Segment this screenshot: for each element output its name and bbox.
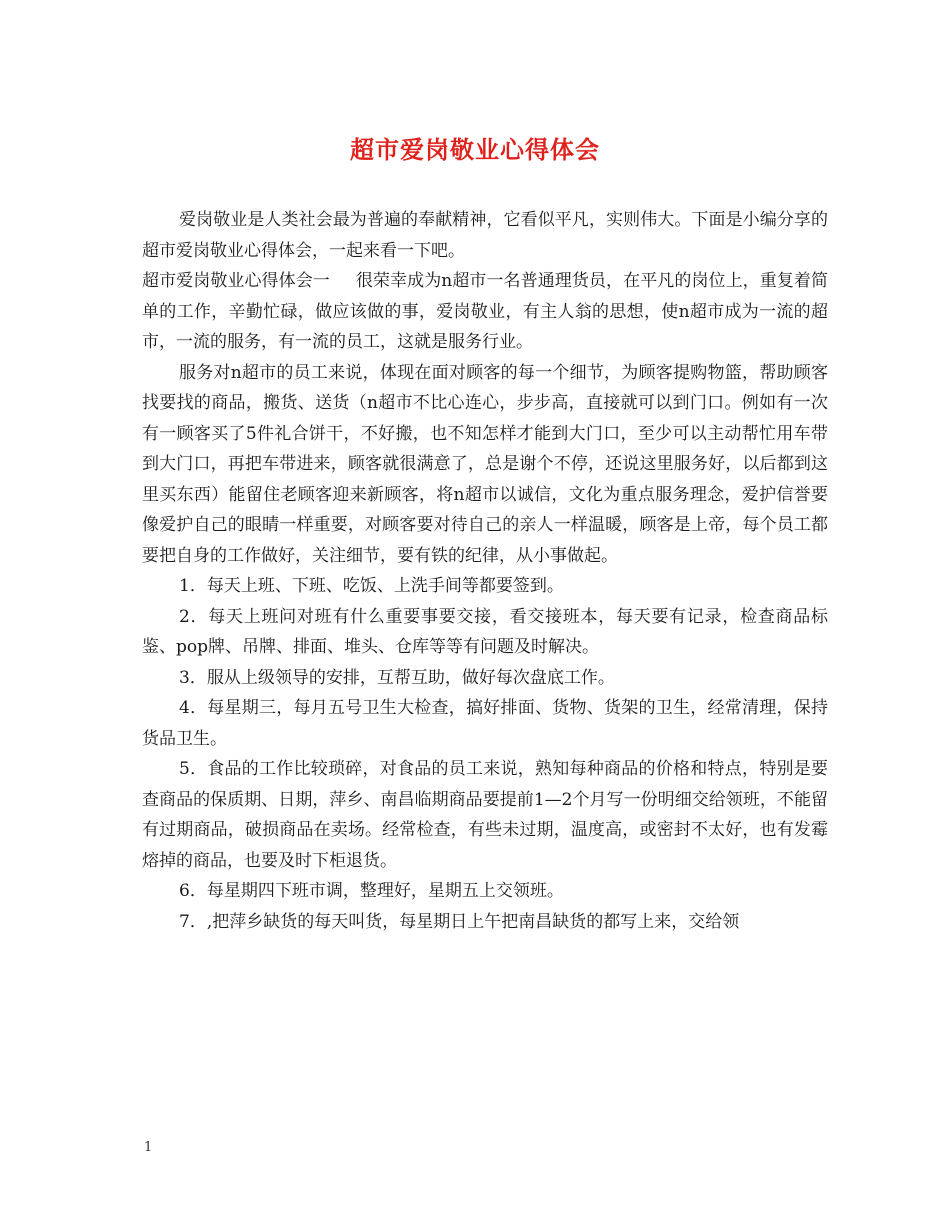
section-first-paragraph: 很荣幸成为n超市一名普通理货员，在平凡的岗位上，重复着简单的工作，辛勤忙碌，做应该做的事，爱岗敬业，有主人翁的思想，使n超市成为一流的超市，一流的服务，有一流的员工，这就是服务行业。: [142, 271, 829, 352]
section-paragraph: [142, 266, 828, 358]
intro-paragraph: 爱岗敬业是人类社会最为普遍的奉献精神，它看似平凡，实则伟大。下面是小编分享的超市爱岗敬业心得体会，一起来看一下吧。: [142, 210, 828, 261]
list-item: 6．每星期四下班市调，整理好，星期五上交领班。: [179, 881, 564, 901]
list-item: 3．服从上级领导的安排，互帮互助，做好每次盘底工作。: [179, 667, 615, 688]
document-title: 超市爱岗敬业心得体会: [350, 135, 600, 164]
list-item: 1．每天上班、下班、吃饭、上洗手间等都要签到。: [179, 576, 564, 596]
list-item: 4．每星期三，每月五号卫生大检查，搞好排面、货物、货架的卫生，经常清理，保持货品卫生。: [142, 698, 828, 749]
list-item: 7．,把萍乡缺货的每天叫货，每星期日上午把南昌缺货的都写上来，交给领: [179, 911, 740, 932]
section-heading: 超市爱岗敬业心得体会一: [142, 271, 330, 291]
list-item: 5．食品的工作比较琐碎，对食品的员工来说，熟知每种商品的价格和特点，特别是要查商品的保质期、日期，萍乡、南昌临期商品要提前1—2个月写一份明细交给领班，不能留有过期商品，破损商品在卖场。经常检查，有些未过期，温度高，或密封不太好，也有发霉熔掉的商品，也要及时下柜退货。: [142, 759, 828, 871]
page-number: 1: [144, 1140, 153, 1155]
service-paragraph: 服务对n超市的员工来说，体现在面对顾客的每一个细节，为顾客提购物篮，帮助顾客找要找的商品，搬货、送货（n超市不比心连心，步步高，直接就可以到门口。例如有一次有一顾客买了5件礼合饼干，不好搬，也不知怎样才能到大门口，至少可以主动帮忙用车带到大门口，再把车带进来，顾客就很满意了，总是谢个不停，还说这里服务好，以后都到这里买东西）能留住老顾客迎来新顾客，将n超市以诚信，文化为重点服务理念，爱护信誉要像爱护自己的眼睛一样重要，对顾客要对待自己的亲人一样温暖，顾客是上帝，每个员工都要把自身的工作做好，关注细节，要有铁的纪律，从小事做起。: [142, 362, 828, 566]
list-item: 2．每天上班问对班有什么重要事要交接，看交接班本，每天要有记录，检查商品标鉴、pop牌、吊牌、排面、堆头、仓库等等有问题及时解决。: [142, 606, 828, 657]
document-body: [142, 205, 828, 937]
